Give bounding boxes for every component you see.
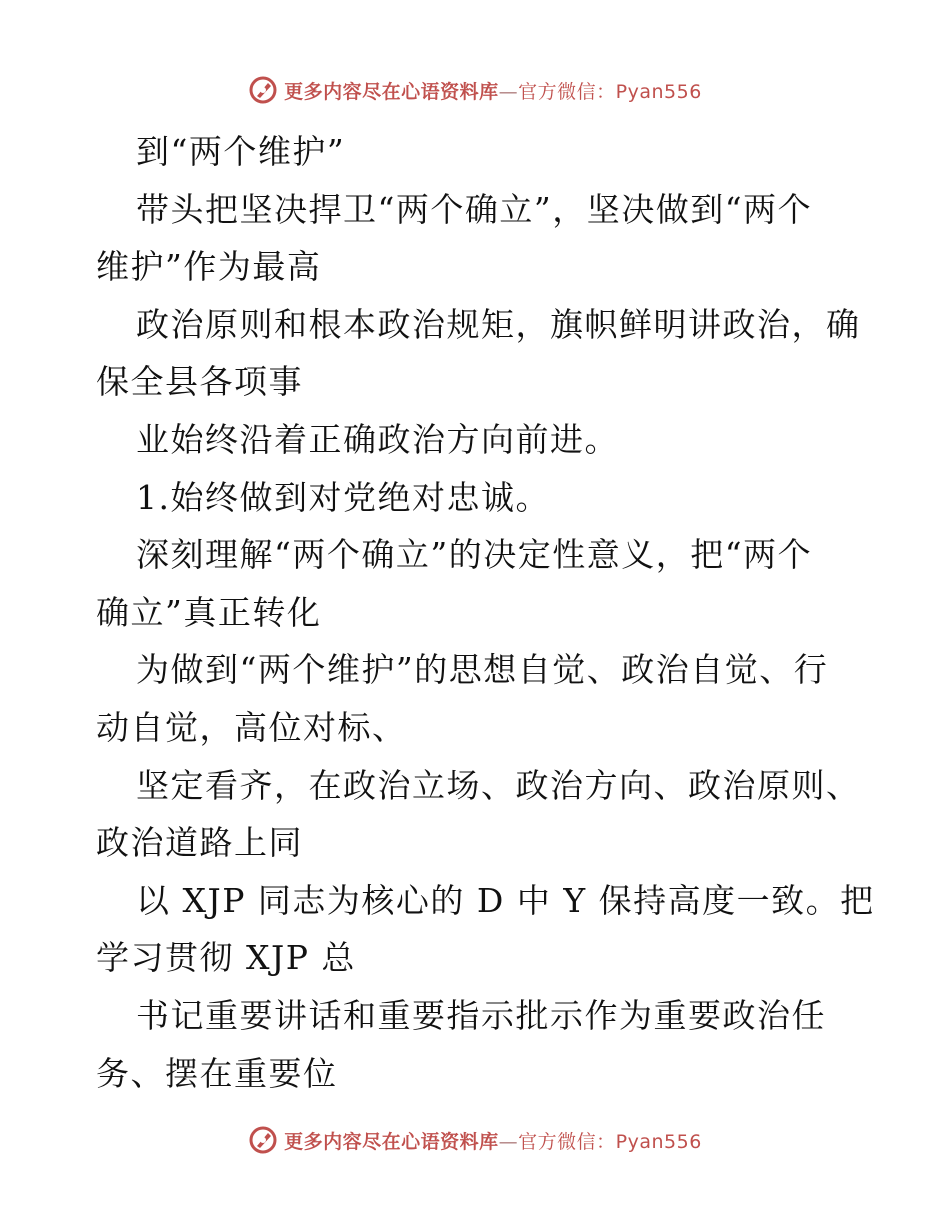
banner-text	[284, 1127, 702, 1154]
banner-brand: 更多内容尽在心语资料库	[284, 80, 499, 103]
header-banner	[0, 70, 950, 110]
text-line: 确立”真正转化	[96, 592, 322, 632]
text-line: 1.始终做到对党绝对忠诚。	[136, 477, 550, 517]
text-line: 以 XJP 同志为核心的 D 中 Y 保持高度一致。把	[136, 880, 875, 920]
text-line: 动自觉，高位对标、	[96, 707, 407, 747]
pen-logo-icon	[248, 75, 278, 105]
banner-separator: —	[498, 80, 519, 103]
text-line: 业始终沿着正确政治方向前进。	[136, 419, 619, 459]
text-line: 深刻理解“两个确立”的决定性意义，把“两个	[136, 535, 813, 575]
pen-logo-icon	[248, 1125, 278, 1155]
banner-brand: 更多内容尽在心语资料库	[284, 1130, 499, 1153]
document-body	[96, 123, 875, 1102]
banner-text	[284, 77, 702, 104]
text-line: 学习贯彻 XJP 总	[96, 938, 356, 978]
text-line: 坚定看齐，在政治立场、政治方向、政治原则、	[136, 765, 861, 805]
text-line: 维护”作为最高	[96, 247, 322, 287]
footer-banner	[0, 1120, 950, 1160]
text-line: 务、摆在重要位	[96, 1053, 338, 1093]
text-line: 带头把坚决捍卫“两个确立”，坚决做到“两个	[136, 189, 813, 229]
banner-wechat: 官方微信：Pyan556	[518, 1130, 702, 1153]
text-line: 书记重要讲话和重要指示批示作为重要政治任	[136, 995, 826, 1035]
text-line: 政治道路上同	[96, 823, 303, 863]
text-line: 到“两个维护”	[136, 132, 346, 171]
text-line: 政治原则和根本政治规矩，旗帜鲜明讲政治，确	[136, 304, 861, 344]
text-line: 保全县各项事	[96, 362, 303, 402]
banner-wechat: 官方微信：Pyan556	[518, 80, 702, 103]
banner-separator: —	[498, 1130, 519, 1153]
text-line: 为做到“两个维护”的思想自觉、政治自觉、行	[136, 650, 829, 690]
